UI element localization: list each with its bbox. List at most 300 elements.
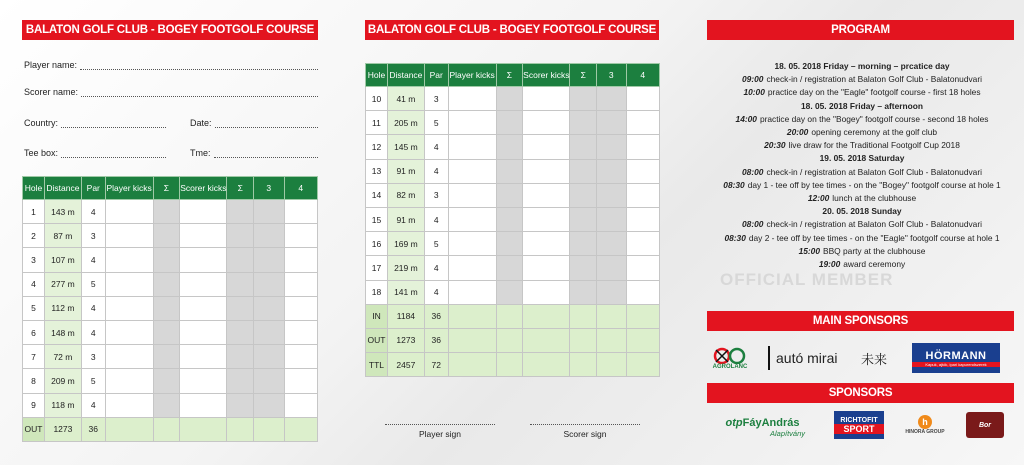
hole-number: 18 (366, 280, 388, 304)
hole-number: OUT (366, 328, 388, 352)
scorer-sum-cell[interactable] (570, 280, 597, 304)
date-label: Date: (190, 118, 212, 128)
scorer-kicks-cell[interactable] (523, 232, 570, 256)
hole-number: 3 (23, 248, 45, 272)
distance: 41 m (387, 87, 424, 111)
col4-cell[interactable] (626, 135, 659, 159)
header-5: Scorer kicks (523, 64, 570, 87)
col4-cell[interactable] (626, 256, 659, 280)
player-sum-cell[interactable] (153, 345, 180, 369)
player-sum-cell[interactable] (496, 183, 523, 207)
hole-number: 16 (366, 232, 388, 256)
player-sum-cell[interactable] (496, 232, 523, 256)
player-sum-cell[interactable] (153, 296, 180, 320)
scorecard-back-panel (350, 0, 680, 465)
header-6: Σ (227, 177, 254, 200)
hole-row (366, 280, 660, 304)
wine-sponsor-logo: Bor (966, 412, 1004, 438)
event-text: check-in / registration at Balaton Golf Club - Balatonudvari (766, 74, 982, 85)
total-row (366, 304, 660, 328)
scorer-sum-cell[interactable] (570, 111, 597, 135)
total-row (366, 328, 660, 352)
player-sum-cell[interactable] (153, 320, 180, 344)
scorer-sum-cell[interactable] (570, 328, 597, 352)
header-7: 3 (254, 177, 284, 200)
scorer-name-field[interactable] (24, 87, 318, 97)
col3-cell[interactable] (254, 320, 284, 344)
distance: 277 m (44, 272, 81, 296)
scorer-kicks-cell[interactable] (180, 200, 227, 224)
header-3: Player kicks (448, 64, 496, 87)
scorer-sum-cell[interactable] (570, 87, 597, 111)
hole-number: 17 (366, 256, 388, 280)
player-kicks-cell[interactable] (448, 304, 496, 328)
player-sum-cell[interactable] (153, 224, 180, 248)
scorer-sum-cell[interactable] (570, 304, 597, 328)
player-kicks-cell[interactable] (448, 280, 496, 304)
player-sign-field[interactable] (385, 424, 495, 439)
scorer-sum-cell[interactable] (570, 183, 597, 207)
hole-row (23, 369, 318, 393)
col3-cell[interactable] (597, 280, 626, 304)
player-sum-cell[interactable] (496, 135, 523, 159)
player-sum-cell[interactable] (153, 200, 180, 224)
scorer-sum-cell[interactable] (227, 272, 254, 296)
scorer-kicks-cell[interactable] (180, 345, 227, 369)
program-event (700, 258, 1024, 271)
par: 3 (81, 224, 105, 248)
program-event (700, 166, 1024, 179)
player-kicks-cell[interactable] (105, 272, 153, 296)
event-text: day 1 - tee off by tee times - on the "Bogey" footgolf course at hole 1 (747, 179, 1001, 190)
hole-number: 5 (23, 296, 45, 320)
col3-cell[interactable] (597, 353, 626, 377)
player-sum-cell[interactable] (153, 369, 180, 393)
col3-cell[interactable] (254, 248, 284, 272)
hole-number: 6 (23, 320, 45, 344)
tee-box-field[interactable] (24, 148, 166, 158)
par: 4 (81, 320, 105, 344)
hole-number: 7 (23, 345, 45, 369)
back-nine-score-table (365, 63, 660, 377)
col4-cell[interactable] (284, 320, 317, 344)
otp-fay-andras-logo (705, 412, 820, 442)
player-kicks-cell[interactable] (105, 296, 153, 320)
par: 3 (424, 183, 448, 207)
par: 5 (424, 111, 448, 135)
par: 4 (81, 296, 105, 320)
hole-number: 10 (366, 87, 388, 111)
scorecard-front-panel (0, 0, 340, 465)
distance: 118 m (44, 393, 81, 417)
player-sum-cell[interactable] (153, 393, 180, 417)
scorer-kicks-cell[interactable] (523, 328, 570, 352)
player-kicks-cell[interactable] (105, 200, 153, 224)
col4-cell[interactable] (284, 224, 317, 248)
event-text: practice day on the "Eagle" footgolf course - first 18 holes (767, 87, 981, 98)
col3-cell[interactable] (597, 256, 626, 280)
hole-row (23, 296, 318, 320)
col3-cell[interactable] (254, 345, 284, 369)
distance: 2457 (387, 353, 424, 377)
event-time: 20:00 (786, 127, 809, 138)
scorer-kicks-cell[interactable] (523, 87, 570, 111)
scorer-sum-cell[interactable] (227, 393, 254, 417)
program-day-title: 18. 05. 2018 Friday – morning – prcatice day (774, 61, 950, 71)
col4-cell[interactable] (626, 111, 659, 135)
player-sum-cell[interactable] (496, 328, 523, 352)
par: 4 (424, 207, 448, 231)
event-time: 19:00 (818, 259, 841, 270)
par: 36 (424, 304, 448, 328)
scorer-kicks-cell[interactable] (180, 417, 227, 441)
scorer-kicks-cell[interactable] (523, 135, 570, 159)
col3-cell[interactable] (254, 296, 284, 320)
hole-row (366, 183, 660, 207)
player-sum-cell[interactable] (496, 280, 523, 304)
auto-mirai-logo (768, 346, 893, 370)
scorer-sum-cell[interactable] (570, 135, 597, 159)
col3-cell[interactable] (597, 135, 626, 159)
hole-row (23, 320, 318, 344)
player-kicks-cell[interactable] (105, 224, 153, 248)
hole-row (23, 393, 318, 417)
par: 4 (81, 393, 105, 417)
scorer-sum-cell[interactable] (227, 417, 254, 441)
country-label: Country: (24, 118, 59, 128)
hole-number: TTL (366, 353, 388, 377)
scorer-kicks-cell[interactable] (523, 353, 570, 377)
distance: 205 m (387, 111, 424, 135)
distance: 91 m (387, 207, 424, 231)
hole-row (366, 135, 660, 159)
scorer-sum-cell[interactable] (570, 159, 597, 183)
event-text: live draw for the Traditional Footgolf Cup 2018 (788, 140, 960, 151)
sport-label: SPORT (834, 424, 884, 434)
event-time: 08:30 (724, 232, 746, 243)
scorer-sum-cell[interactable] (227, 369, 254, 393)
player-sum-cell[interactable] (496, 87, 523, 111)
hole-row (23, 272, 318, 296)
hole-number: 15 (366, 207, 388, 231)
scorer-kicks-cell[interactable] (180, 393, 227, 417)
hole-number: 2 (23, 224, 45, 248)
richtofit-sport-logo (834, 411, 884, 439)
distance: 91 m (387, 159, 424, 183)
player-sum-cell[interactable] (496, 207, 523, 231)
distance: 72 m (44, 345, 81, 369)
col4-cell[interactable] (626, 207, 659, 231)
left-panel-title: BALATON GOLF CLUB - BOGEY FOOTGOLF COURSE (22, 20, 318, 40)
program-event (700, 86, 1024, 99)
player-kicks-cell[interactable] (448, 328, 496, 352)
player-name-field[interactable] (24, 60, 318, 70)
event-time: 08:30 (723, 179, 745, 190)
agrolanc-rings-icon (713, 346, 747, 364)
header-4: Σ (153, 177, 180, 200)
player-kicks-cell[interactable] (448, 183, 496, 207)
player-kicks-cell[interactable] (448, 256, 496, 280)
tee-box-label: Tee box: (24, 148, 59, 158)
program-panel (700, 0, 1024, 465)
player-sum-cell[interactable] (153, 248, 180, 272)
middle-panel-title: BALATON GOLF CLUB - BOGEY FOOTGOLF COURSE (365, 20, 659, 40)
par: 3 (424, 87, 448, 111)
col4-cell[interactable] (284, 417, 317, 441)
distance: 143 m (44, 200, 81, 224)
hinora-label: HINORA GROUP (905, 429, 945, 435)
player-sum-cell[interactable] (496, 111, 523, 135)
event-time: 15:00 (798, 245, 820, 256)
scorer-kicks-cell[interactable] (180, 320, 227, 344)
scorer-name-label: Scorer name: (24, 87, 79, 97)
scorer-kicks-cell[interactable] (523, 256, 570, 280)
par: 36 (81, 417, 105, 441)
distance: 87 m (44, 224, 81, 248)
front-nine-score-table (22, 176, 318, 442)
otp-prefix-label: otp (725, 416, 743, 429)
main-sponsors-title: MAIN SPONSORS (707, 311, 1014, 331)
scorer-kicks-cell[interactable] (523, 207, 570, 231)
player-sum-cell[interactable] (496, 159, 523, 183)
time-label: Tme: (190, 148, 211, 158)
col3-cell[interactable] (254, 272, 284, 296)
scorer-sum-cell[interactable] (570, 256, 597, 280)
player-kicks-cell[interactable] (448, 135, 496, 159)
col4-cell[interactable] (284, 248, 317, 272)
player-kicks-cell[interactable] (105, 320, 153, 344)
distance: 169 m (387, 232, 424, 256)
player-kicks-cell[interactable] (105, 369, 153, 393)
par: 4 (424, 280, 448, 304)
header-0: Hole (366, 64, 388, 87)
col4-cell[interactable] (626, 87, 659, 111)
program-event (700, 113, 1024, 126)
hinora-icon: h (918, 415, 932, 429)
hole-row (366, 207, 660, 231)
hole-row (23, 200, 318, 224)
col3-cell[interactable] (254, 393, 284, 417)
program-day-title: 19. 05. 2018 Saturday (819, 153, 905, 164)
col3-cell[interactable] (254, 417, 284, 441)
richtofit-label: RICHTOFIT (840, 416, 878, 424)
hole-number: 14 (366, 183, 388, 207)
col4-cell[interactable] (284, 369, 317, 393)
par: 5 (81, 369, 105, 393)
scorer-kicks-cell[interactable] (523, 304, 570, 328)
hole-number: 1 (23, 200, 45, 224)
event-text: practice day on the "Bogey" footgolf course - second 18 holes (759, 113, 989, 124)
player-kicks-cell[interactable] (448, 353, 496, 377)
hole-number: 9 (23, 393, 45, 417)
hinora-group-logo (900, 410, 950, 440)
header-1: Distance (387, 64, 424, 87)
otp-fay-andras-label: FáyAndrás (742, 416, 800, 429)
col3-cell[interactable] (254, 224, 284, 248)
col3-cell[interactable] (597, 87, 626, 111)
col4-cell[interactable] (284, 272, 317, 296)
distance: 112 m (44, 296, 81, 320)
col4-cell[interactable] (626, 280, 659, 304)
scorer-sum-cell[interactable] (570, 353, 597, 377)
col4-cell[interactable] (284, 296, 317, 320)
program-event (700, 73, 1024, 86)
header-3: Player kicks (105, 177, 153, 200)
hole-number: 4 (23, 272, 45, 296)
header-8: 4 (284, 177, 317, 200)
header-2: Par (424, 64, 448, 87)
scorer-sum-cell[interactable] (570, 232, 597, 256)
scorer-sum-cell[interactable] (227, 296, 254, 320)
program-event (700, 245, 1024, 258)
scorer-kicks-cell[interactable] (180, 224, 227, 248)
player-name-label: Player name: (24, 60, 78, 70)
scorer-sum-cell[interactable] (227, 200, 254, 224)
otp-sub-label: Alapítvány (769, 428, 806, 438)
par: 4 (81, 200, 105, 224)
col4-cell[interactable] (626, 353, 659, 377)
event-time: 09:00 (742, 74, 764, 85)
program-day-title: 20. 05. 2018 Sunday (822, 206, 902, 217)
col3-cell[interactable] (597, 304, 626, 328)
agrolanc-label: AGROLÁNC (712, 364, 748, 370)
col4-cell[interactable] (626, 304, 659, 328)
col3-cell[interactable] (597, 183, 626, 207)
scorer-sum-cell[interactable] (227, 345, 254, 369)
event-text: check-in / registration at Balaton Golf Club - Balatonudvari (766, 166, 982, 177)
col4-cell[interactable] (626, 328, 659, 352)
scorer-sum-cell[interactable] (227, 320, 254, 344)
player-sum-cell[interactable] (153, 272, 180, 296)
scorer-kicks-cell[interactable] (523, 280, 570, 304)
hole-number: 12 (366, 135, 388, 159)
hole-row (23, 224, 318, 248)
header-6: Σ (570, 64, 597, 87)
col4-cell[interactable] (626, 183, 659, 207)
hole-row (366, 232, 660, 256)
player-kicks-cell[interactable] (448, 232, 496, 256)
distance: 107 m (44, 248, 81, 272)
hole-row (23, 248, 318, 272)
col4-cell[interactable] (284, 200, 317, 224)
col3-cell[interactable] (254, 369, 284, 393)
program-title: PROGRAM (707, 20, 1014, 40)
distance: 141 m (387, 280, 424, 304)
program-event (700, 232, 1024, 245)
scorer-sign-field[interactable] (530, 424, 640, 439)
hole-number: 8 (23, 369, 45, 393)
header-2: Par (81, 177, 105, 200)
scorer-kicks-cell[interactable] (180, 272, 227, 296)
player-sum-cell[interactable] (496, 256, 523, 280)
hole-row (23, 345, 318, 369)
col4-cell[interactable] (284, 393, 317, 417)
col3-cell[interactable] (597, 111, 626, 135)
col4-cell[interactable] (626, 159, 659, 183)
event-time: 20:30 (764, 140, 786, 151)
scorer-sum-cell[interactable] (227, 248, 254, 272)
col3-cell[interactable] (597, 159, 626, 183)
player-kicks-cell[interactable] (105, 417, 153, 441)
hole-row (366, 159, 660, 183)
program-event (700, 126, 1024, 139)
player-sum-cell[interactable] (496, 304, 523, 328)
scorer-kicks-cell[interactable] (180, 248, 227, 272)
time-field[interactable] (190, 148, 318, 158)
player-kicks-cell[interactable] (448, 207, 496, 231)
distance: 82 m (387, 183, 424, 207)
date-field[interactable] (190, 118, 318, 128)
scorer-sign-label: Scorer sign (563, 429, 607, 439)
col3-cell[interactable] (254, 200, 284, 224)
col4-cell[interactable] (284, 345, 317, 369)
par: 36 (424, 328, 448, 352)
program-day-title: 18. 05. 2018 Friday – afternoon (801, 100, 923, 111)
hole-number: 13 (366, 159, 388, 183)
program-event (700, 179, 1024, 192)
header-4: Σ (496, 64, 523, 87)
col3-cell[interactable] (597, 328, 626, 352)
header-1: Distance (44, 177, 81, 200)
par: 4 (424, 256, 448, 280)
scorer-kicks-cell[interactable] (180, 369, 227, 393)
scorer-kicks-cell[interactable] (180, 296, 227, 320)
player-sum-cell[interactable] (496, 353, 523, 377)
program-event (700, 139, 1024, 152)
header-7: 3 (597, 64, 626, 87)
event-time: 08:00 (742, 166, 764, 177)
program-schedule (700, 60, 1024, 271)
par: 72 (424, 353, 448, 377)
hole-number: IN (366, 304, 388, 328)
player-kicks-cell[interactable] (448, 87, 496, 111)
header-0: Hole (23, 177, 45, 200)
par: 4 (424, 159, 448, 183)
event-text: award ceremony (843, 259, 906, 270)
agrolanc-logo (705, 343, 755, 373)
hole-row (366, 111, 660, 135)
scorer-sum-cell[interactable] (570, 207, 597, 231)
scorer-kicks-cell[interactable] (523, 159, 570, 183)
player-kicks-cell[interactable] (448, 111, 496, 135)
event-text: BBQ party at the clubhouse (822, 245, 926, 256)
header-5: Scorer kicks (180, 177, 227, 200)
scorer-kicks-cell[interactable] (523, 183, 570, 207)
col3-cell[interactable] (597, 207, 626, 231)
distance: 1273 (44, 417, 81, 441)
scorer-sum-cell[interactable] (227, 224, 254, 248)
par: 3 (81, 345, 105, 369)
player-sum-cell[interactable] (153, 417, 180, 441)
player-kicks-cell[interactable] (105, 393, 153, 417)
scorer-kicks-cell[interactable] (523, 111, 570, 135)
par: 5 (81, 272, 105, 296)
col4-cell[interactable] (626, 232, 659, 256)
player-kicks-cell[interactable] (105, 248, 153, 272)
distance: 1273 (387, 328, 424, 352)
player-kicks-cell[interactable] (105, 345, 153, 369)
col3-cell[interactable] (597, 232, 626, 256)
player-kicks-cell[interactable] (448, 159, 496, 183)
event-time: 08:00 (742, 219, 764, 230)
distance: 209 m (44, 369, 81, 393)
distance: 148 m (44, 320, 81, 344)
country-field[interactable] (24, 118, 166, 128)
event-text: lunch at the clubhouse (832, 193, 917, 204)
program-event (700, 218, 1024, 231)
player-sign-label: Player sign (418, 429, 462, 439)
par: 4 (424, 135, 448, 159)
